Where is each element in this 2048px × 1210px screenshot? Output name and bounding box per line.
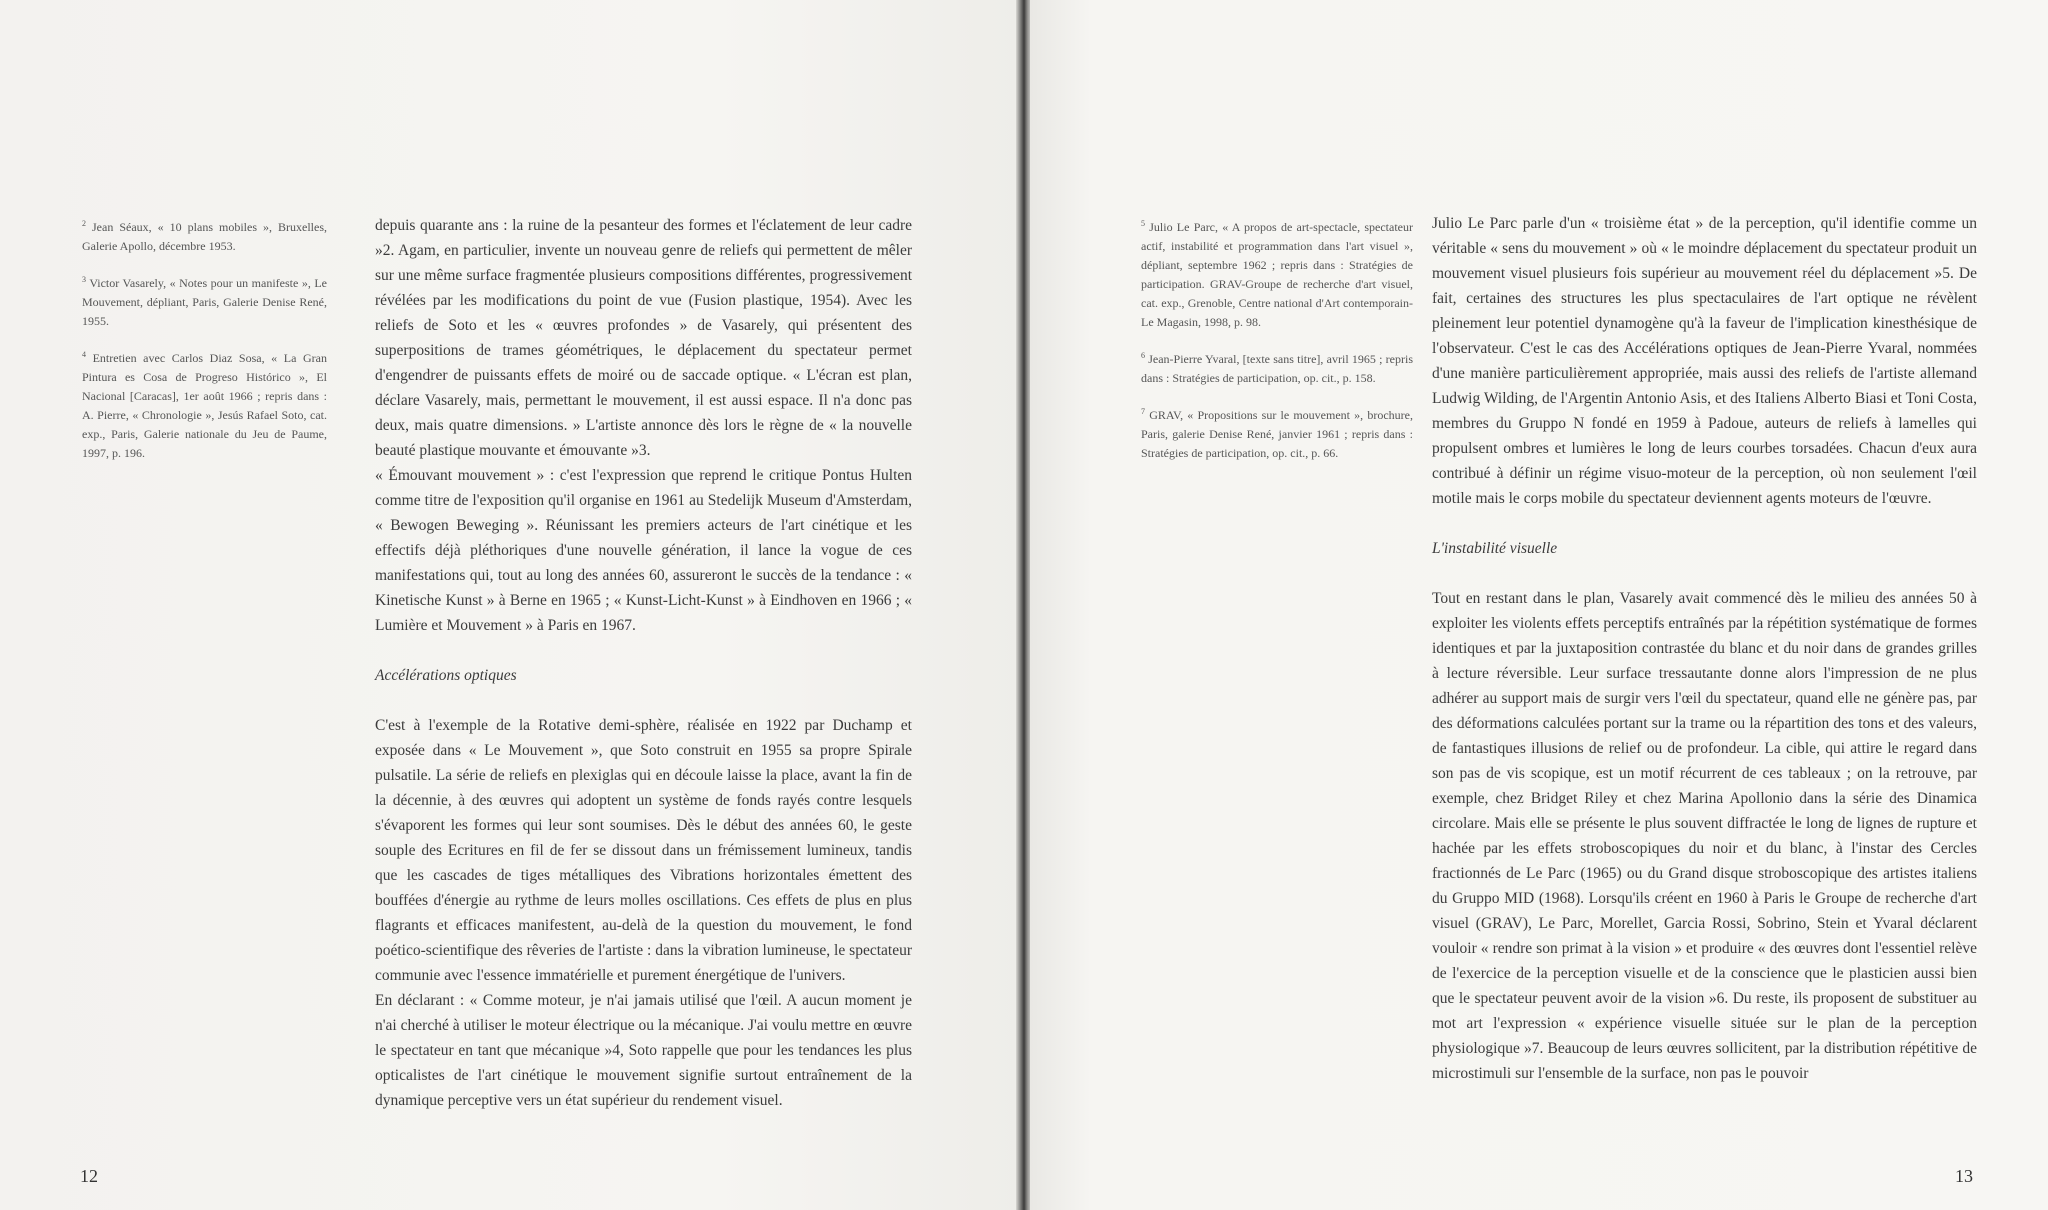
footnote-text: GRAV, « Propositions sur le mouvement », brochure, Paris, galerie Denise René, janvier 1961 ; repris dans : Stratégies de participation, op. cit., p. 66.: [1141, 408, 1414, 460]
left-page: [0, 0, 1022, 1210]
paragraph: depuis quarante ans : la ruine de la pesanteur des formes et l'éclatement de leur cadre »2. Agam, en particulier, invente un nouveau genre de reliefs qui permettent de mêler sur une même surface fragmentée plusieurs compositions différentes, progressivement révélées par les modifications du point de vue (Fusion plastique, 1954). Avec les reliefs de Soto et les « œuvres profondes » de Vasarely, qui présentent des superpositions de trames géométriques, le déplacement du spectateur permet d'engendrer de puissants effets de moiré ou de saccade optique. « L'écran est plan, déclare Vasarely, mais, permettant le mouvement, il est aussi espace. Il n'a donc pas deux, mais quatre dimensions. » L'artiste annonce dès lors le règne de « la nouvelle beauté plastique mouvante et émouvante »3.: [375, 217, 912, 459]
footnote-number: 4: [82, 350, 86, 359]
footnote-number: 7: [1141, 407, 1145, 416]
paragraph: En déclarant : « Comme moteur, je n'ai jamais utilisé que l'œil. A aucun moment je n'ai cherché à utiliser le moteur électrique ou la mécanique. J'ai voulu mettre en œuvre le spectateur en tant que mécanique »4, Soto rappelle que pour les tendances les plus opticalistes de l'art cinétique le mouvement signifie surtout entraînement de la dynamique perceptive vers un état supérieur du rendement visuel.: [375, 992, 912, 1109]
page-number: 12: [80, 1166, 98, 1186]
footnote: [82, 345, 327, 463]
paragraph: Tout en restant dans le plan, Vasarely avait commencé dès le milieu des années 50 à exploiter les violents effets perceptifs entraînés par la répétition systématique de formes identiques et par la juxtaposition contrastée du blanc et du noir dans de grandes grilles à lecture réversible. Leur surface tressautante donne alors l'impression de ne plus adhérer au support mais de surgir vers l'œil du spectateur, quand elle ne génère pas, par des déformations calculées portant sur la trame ou la répartition des tons et des valeurs, de fantastiques illusions de relief ou de profondeur. La cible, qui attire le regard dans son pas de vis scopique, est un motif récurrent de ces tableaux ; on la retrouve, par exemple, chez Bridget Riley et chez Marina Apollonio dans la série des Dinamica circolare. Mais elle se présente le plus souvent diffractée le long de lignes de rupture et hachée par les effets stroboscopiques du noir et du blanc, à l'instar des Cercles fractionnés de Le Parc (1965) ou du Grand disque stroboscopique des artistes italiens du Gruppo MID (1968). Lorsqu'ils créent en 1960 à Paris le Groupe de recherche d'art visuel (GRAV), Le Parc, Morellet, Garcia Rossi, Sobrino, Stein et Yvaral déclarent vouloir « rendre son primat à la vision » et produire « des œuvres dont l'essentiel relève de l'exercice de la perception visuelle et de la conscience que le plasticien aussi bien que le spectateur peuvent avoir de la vision »6. Du reste, ils proposent de substituer au mot art l'expression « expérience visuelle située sur le plan de la perception physiologique »7. Beaucoup de leurs œuvres sollicitent, par la distribution répétitive de microstimuli sur l'ensemble de la surface, non pas le pouvoir: [1432, 590, 1977, 1082]
section-heading: Accélérations optiques: [375, 667, 517, 684]
footnote-text: Jean-Pierre Yvaral, [texte sans titre], avril 1965 ; repris dans : Stratégies de participation, op. cit., p. 158.: [1141, 352, 1414, 385]
footnotes-right: [1141, 214, 1413, 477]
footnote-number: 2: [82, 219, 86, 228]
footnotes-left: [82, 214, 327, 477]
footnote-text: Jean Séaux, « 10 plans mobiles », Bruxelles, Galerie Apollo, décembre 1953.: [82, 220, 328, 253]
footnote-number: 3: [82, 275, 86, 284]
footnote-number: 5: [1141, 219, 1145, 228]
footnote: [1141, 346, 1413, 388]
footnote: [1141, 214, 1413, 332]
body-text-right: [1432, 211, 1977, 1086]
paragraph: Julio Le Parc parle d'un « troisième état » de la perception, qu'il identifie comme un véritable « sens du mouvement » où « le moindre déplacement du spectateur produit un mouvement visuel plusieurs fois supérieur au mouvement réel du déplacement »5. De fait, certaines des structures les plus spectaculaires de l'art optique ne révèlent pleinement leur potentiel dynamogène qu'à la faveur de l'implication kinesthésique de l'observateur. C'est le cas des Accélérations optiques de Jean-Pierre Yvaral, nommées d'une manière particulièrement appropriée, mais aussi des reliefs de l'artiste allemand Ludwig Wilding, de l'Argentin Antonio Asis, et des Italiens Alberto Biasi et Toni Costa, membres du Gruppo N fondé en 1959 à Padoue, auteurs de reliefs à lamelles qui propulsent ombres et lumières le long de leurs courbes torsadées. Chacun d'eux aura contribué à définir un régime visuo-moteur de la perception, où non seulement l'œil motile mais le corps mobile du spectateur deviennent agents moteurs de l'œuvre.: [1432, 215, 1977, 507]
footnote: [82, 270, 327, 331]
right-page: [1030, 0, 2048, 1210]
footnote: [82, 214, 327, 256]
paragraph: « Émouvant mouvement » : c'est l'expression que reprend le critique Pontus Hulten comme titre de l'exposition qu'il organise en 1961 au Stedelijk Museum d'Amsterdam, « Bewogen Beweging ». Réunissant les premiers acteurs de l'art cinétique et les effectifs déjà pléthoriques d'une nouvelle génération, il lance la vogue de ces manifestations qui, tout au long des années 60, assureront le succès de la tendance : « Kinetische Kunst » à Berne en 1965 ; « Kunst-Licht-Kunst » à Eindhoven en 1966 ; « Lumière et Mouvement » à Paris en 1967.: [375, 467, 912, 634]
footnote-number: 6: [1141, 351, 1145, 360]
page-number: 13: [1955, 1166, 1973, 1186]
footnote: [1141, 402, 1413, 463]
paragraph: C'est à l'exemple de la Rotative demi-sphère, réalisée en 1922 par Duchamp et exposée dans « Le Mouvement », que Soto construit en 1955 sa propre Spirale pulsatile. La série de reliefs en plexiglas qui en découle laisse la place, avant la fin de la décennie, à des œuvres qui adoptent un système de fonds rayés contre lesquels s'évaporent les formes qui leur sont soumises. Dès le début des années 60, le geste souple des Ecritures en fil de fer se dissout dans un frémissement lumineux, tandis que les cascades de tiges métalliques des Vibrations horizontales émettent des bouffées d'énergie au rythme de leurs molles oscillations. Ces effets de plus en plus flagrants et efficaces manifestent, au-delà de la question du mouvement, le fond poético-scientifique des rêveries de l'artiste : dans la vibration lumineuse, le spectateur communie avec l'essence immatérielle et purement énergétique de l'univers.: [375, 717, 912, 984]
footnote-text: Julio Le Parc, « A propos de art-spectacle, spectateur actif, instabilité et programmation dans l'art visuel », dépliant, septembre 1962 ; repris dans : Stratégies de participation. GRAV-Groupe de recherche d'art visuel, cat. exp., Grenoble, Centre national d'Art contemporain-Le Magasin, 1998, p. 98.: [1141, 220, 1413, 329]
body-text-left: [375, 213, 912, 1113]
footnote-text: Entretien avec Carlos Diaz Sosa, « La Gran Pintura es Cosa de Progreso Histórico », El Nacional [Caracas], 1er août 1966 ; repris dans : A. Pierre, « Chronologie », Jesús Rafael Soto, cat. exp., Paris, Galerie nationale du Jeu de Paume, 1997, p. 196.: [82, 351, 327, 460]
footnote-text: Victor Vasarely, « Notes pour un manifeste », Le Mouvement, dépliant, Paris, Galerie Denise René, 1955.: [82, 276, 327, 328]
section-heading: L'instabilité visuelle: [1432, 540, 1558, 557]
